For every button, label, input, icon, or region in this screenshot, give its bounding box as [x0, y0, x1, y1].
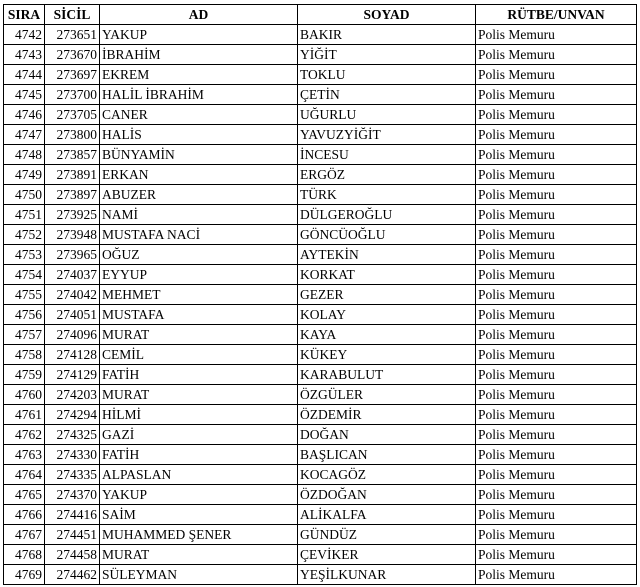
- table-row: [4, 405, 637, 425]
- cell-soyad: ÖZGÜLER: [298, 385, 476, 405]
- cell-soyad: KAYA: [298, 325, 476, 345]
- cell-ad: MUSTAFA NACİ: [100, 225, 298, 245]
- cell-sira: 4766: [4, 505, 45, 525]
- cell-sira: 4756: [4, 305, 45, 325]
- cell-ad: ALPASLAN: [100, 465, 298, 485]
- cell-sira: 4749: [4, 165, 45, 185]
- cell-rutbe: Polis Memuru: [476, 445, 637, 465]
- personnel-table: [3, 4, 637, 585]
- cell-soyad: KARABULUT: [298, 365, 476, 385]
- cell-soyad: GÖNCÜOĞLU: [298, 225, 476, 245]
- cell-sira: 4768: [4, 545, 45, 565]
- cell-ad: HİLMİ: [100, 405, 298, 425]
- cell-soyad: GÜNDÜZ: [298, 525, 476, 545]
- cell-rutbe: Polis Memuru: [476, 165, 637, 185]
- cell-ad: HALİL İBRAHİM: [100, 85, 298, 105]
- header-ad: AD: [100, 5, 298, 25]
- cell-sicil: 273700: [45, 85, 100, 105]
- cell-ad: SÜLEYMAN: [100, 565, 298, 585]
- cell-ad: SAİM: [100, 505, 298, 525]
- cell-soyad: BAŞLICAN: [298, 445, 476, 465]
- table-row: [4, 365, 637, 385]
- cell-soyad: ALİKALFA: [298, 505, 476, 525]
- cell-sira: 4763: [4, 445, 45, 465]
- cell-sicil: 274335: [45, 465, 100, 485]
- table-row: [4, 165, 637, 185]
- cell-ad: HALİS: [100, 125, 298, 145]
- cell-rutbe: Polis Memuru: [476, 305, 637, 325]
- cell-ad: GAZİ: [100, 425, 298, 445]
- cell-sicil: 274203: [45, 385, 100, 405]
- cell-ad: OĞUZ: [100, 245, 298, 265]
- cell-sira: 4750: [4, 185, 45, 205]
- cell-sicil: 274451: [45, 525, 100, 545]
- cell-ad: MUSTAFA: [100, 305, 298, 325]
- table-row: [4, 465, 637, 485]
- cell-sira: 4767: [4, 525, 45, 545]
- cell-sicil: 273857: [45, 145, 100, 165]
- cell-ad: YAKUP: [100, 485, 298, 505]
- cell-rutbe: Polis Memuru: [476, 85, 637, 105]
- cell-ad: MEHMET: [100, 285, 298, 305]
- cell-soyad: YİĞİT: [298, 45, 476, 65]
- cell-soyad: GEZER: [298, 285, 476, 305]
- cell-sicil: 273705: [45, 105, 100, 125]
- cell-sicil: 273965: [45, 245, 100, 265]
- cell-soyad: ÇETİN: [298, 85, 476, 105]
- table-row: [4, 285, 637, 305]
- cell-ad: YAKUP: [100, 25, 298, 45]
- cell-sicil: 274129: [45, 365, 100, 385]
- cell-sicil: 273891: [45, 165, 100, 185]
- cell-sicil: 274051: [45, 305, 100, 325]
- cell-ad: MURAT: [100, 325, 298, 345]
- cell-sira: 4762: [4, 425, 45, 445]
- header-rutbe: RÜTBE/UNVAN: [476, 5, 637, 25]
- cell-soyad: KÜKEY: [298, 345, 476, 365]
- cell-sira: 4744: [4, 65, 45, 85]
- table-row: [4, 545, 637, 565]
- table-row: [4, 45, 637, 65]
- table-row: [4, 265, 637, 285]
- cell-soyad: TÜRK: [298, 185, 476, 205]
- cell-rutbe: Polis Memuru: [476, 545, 637, 565]
- cell-ad: FATİH: [100, 365, 298, 385]
- cell-soyad: YAVUZYİĞİT: [298, 125, 476, 145]
- cell-soyad: ÖZDOĞAN: [298, 485, 476, 505]
- cell-sicil: 273948: [45, 225, 100, 245]
- cell-soyad: KOCAGÖZ: [298, 465, 476, 485]
- cell-rutbe: Polis Memuru: [476, 265, 637, 285]
- header-soyad: SOYAD: [298, 5, 476, 25]
- cell-ad: CANER: [100, 105, 298, 125]
- cell-sicil: 274042: [45, 285, 100, 305]
- cell-sira: 4769: [4, 565, 45, 585]
- cell-soyad: YEŞİLKUNAR: [298, 565, 476, 585]
- cell-ad: MURAT: [100, 545, 298, 565]
- table-row: [4, 305, 637, 325]
- table-row: [4, 25, 637, 45]
- cell-soyad: AYTEKİN: [298, 245, 476, 265]
- table-row: [4, 505, 637, 525]
- cell-soyad: KORKAT: [298, 265, 476, 285]
- table-row: [4, 65, 637, 85]
- header-sicil: SİCİL: [45, 5, 100, 25]
- cell-sicil: 274037: [45, 265, 100, 285]
- cell-sira: 4751: [4, 205, 45, 225]
- cell-soyad: TOKLU: [298, 65, 476, 85]
- table-row: [4, 485, 637, 505]
- cell-sira: 4764: [4, 465, 45, 485]
- cell-soyad: İNCESU: [298, 145, 476, 165]
- cell-sira: 4753: [4, 245, 45, 265]
- cell-sicil: 274458: [45, 545, 100, 565]
- table-row: [4, 205, 637, 225]
- cell-soyad: DOĞAN: [298, 425, 476, 445]
- cell-sicil: 274096: [45, 325, 100, 345]
- cell-sira: 4759: [4, 365, 45, 385]
- table-row: [4, 145, 637, 165]
- cell-ad: CEMİL: [100, 345, 298, 365]
- cell-rutbe: Polis Memuru: [476, 425, 637, 445]
- cell-ad: MURAT: [100, 385, 298, 405]
- cell-sira: 4765: [4, 485, 45, 505]
- cell-soyad: ERGÖZ: [298, 165, 476, 185]
- table-body: [4, 25, 637, 585]
- cell-sicil: 273897: [45, 185, 100, 205]
- cell-rutbe: Polis Memuru: [476, 105, 637, 125]
- cell-sira: 4745: [4, 85, 45, 105]
- cell-ad: ABUZER: [100, 185, 298, 205]
- cell-sira: 4757: [4, 325, 45, 345]
- table-row: [4, 425, 637, 445]
- cell-rutbe: Polis Memuru: [476, 125, 637, 145]
- cell-rutbe: Polis Memuru: [476, 465, 637, 485]
- cell-sicil: 274294: [45, 405, 100, 425]
- cell-sira: 4754: [4, 265, 45, 285]
- table-row: [4, 385, 637, 405]
- cell-sicil: 273670: [45, 45, 100, 65]
- cell-soyad: ÇEVİKER: [298, 545, 476, 565]
- cell-soyad: DÜLGEROĞLU: [298, 205, 476, 225]
- cell-sira: 4747: [4, 125, 45, 145]
- cell-sicil: 274325: [45, 425, 100, 445]
- cell-sicil: 273697: [45, 65, 100, 85]
- cell-sira: 4760: [4, 385, 45, 405]
- cell-ad: NAMİ: [100, 205, 298, 225]
- cell-sicil: 274370: [45, 485, 100, 505]
- cell-sira: 4755: [4, 285, 45, 305]
- cell-soyad: ÖZDEMİR: [298, 405, 476, 425]
- cell-rutbe: Polis Memuru: [476, 485, 637, 505]
- cell-rutbe: Polis Memuru: [476, 45, 637, 65]
- cell-ad: FATİH: [100, 445, 298, 465]
- cell-sira: 4743: [4, 45, 45, 65]
- table-row: [4, 85, 637, 105]
- cell-rutbe: Polis Memuru: [476, 345, 637, 365]
- cell-rutbe: Polis Memuru: [476, 185, 637, 205]
- cell-rutbe: Polis Memuru: [476, 145, 637, 165]
- cell-rutbe: Polis Memuru: [476, 65, 637, 85]
- cell-rutbe: Polis Memuru: [476, 565, 637, 585]
- table-row: [4, 245, 637, 265]
- table-row: [4, 185, 637, 205]
- table-row: [4, 105, 637, 125]
- cell-soyad: BAKIR: [298, 25, 476, 45]
- cell-rutbe: Polis Memuru: [476, 525, 637, 545]
- table-row: [4, 525, 637, 545]
- cell-rutbe: Polis Memuru: [476, 505, 637, 525]
- cell-ad: EKREM: [100, 65, 298, 85]
- cell-sira: 4752: [4, 225, 45, 245]
- cell-rutbe: Polis Memuru: [476, 285, 637, 305]
- cell-sira: 4758: [4, 345, 45, 365]
- cell-ad: İBRAHİM: [100, 45, 298, 65]
- cell-soyad: KOLAY: [298, 305, 476, 325]
- table-row: [4, 345, 637, 365]
- cell-rutbe: Polis Memuru: [476, 245, 637, 265]
- table-row: [4, 445, 637, 465]
- table-row: [4, 225, 637, 245]
- cell-ad: EYYUP: [100, 265, 298, 285]
- cell-sicil: 274128: [45, 345, 100, 365]
- cell-rutbe: Polis Memuru: [476, 205, 637, 225]
- cell-sira: 4748: [4, 145, 45, 165]
- cell-sira: 4742: [4, 25, 45, 45]
- cell-rutbe: Polis Memuru: [476, 385, 637, 405]
- cell-ad: ERKAN: [100, 165, 298, 185]
- cell-soyad: UĞURLU: [298, 105, 476, 125]
- cell-rutbe: Polis Memuru: [476, 225, 637, 245]
- cell-ad: MUHAMMED ŞENER: [100, 525, 298, 545]
- cell-sicil: 274462: [45, 565, 100, 585]
- cell-ad: BÜNYAMİN: [100, 145, 298, 165]
- cell-sicil: 274416: [45, 505, 100, 525]
- cell-sicil: 274330: [45, 445, 100, 465]
- cell-sira: 4761: [4, 405, 45, 425]
- cell-sicil: 273800: [45, 125, 100, 145]
- table-row: [4, 125, 637, 145]
- cell-sicil: 273925: [45, 205, 100, 225]
- table-row: [4, 565, 637, 585]
- header-sira: SIRA: [4, 5, 45, 25]
- cell-sira: 4746: [4, 105, 45, 125]
- cell-rutbe: Polis Memuru: [476, 325, 637, 345]
- table-row: [4, 325, 637, 345]
- header-row: [4, 5, 637, 25]
- cell-rutbe: Polis Memuru: [476, 25, 637, 45]
- cell-rutbe: Polis Memuru: [476, 405, 637, 425]
- cell-sicil: 273651: [45, 25, 100, 45]
- cell-rutbe: Polis Memuru: [476, 365, 637, 385]
